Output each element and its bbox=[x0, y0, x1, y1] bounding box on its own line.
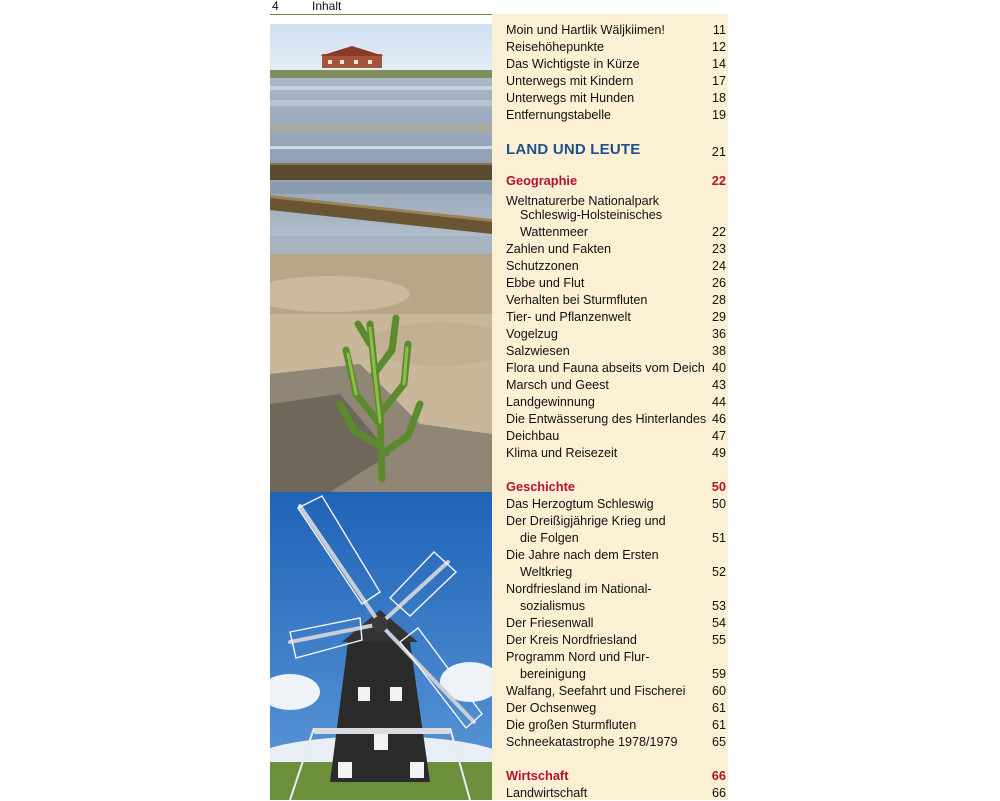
photo-column bbox=[270, 24, 492, 800]
toc-entry-title: Wirtschaft bbox=[506, 768, 569, 783]
toc-entry-title: sozialismus bbox=[520, 599, 586, 613]
toc-entry-title: Vogelzug bbox=[506, 327, 558, 341]
toc-entry-title: Schneekatastrophe 1978/1979 bbox=[506, 735, 678, 749]
toc-entry-page: 38 bbox=[711, 344, 726, 358]
toc-entry-page: 21 bbox=[711, 144, 726, 159]
toc-entry-page: 53 bbox=[711, 599, 726, 613]
toc-entry-title: Die Entwässerung des Hinterlandes bbox=[506, 412, 707, 426]
toc-entry-title: Wattenmeer bbox=[520, 225, 589, 239]
toc-entry-title: Landgewinnung bbox=[506, 395, 595, 409]
toc-entry-page: 61 bbox=[711, 701, 726, 715]
toc-entry-page: 12 bbox=[711, 40, 726, 54]
toc-entry-title: Unterwegs mit Kindern bbox=[506, 74, 634, 88]
toc-entry-page: 61 bbox=[711, 718, 726, 732]
toc-entry-page: 66 bbox=[711, 768, 726, 783]
toc-entry-title: Salzwiesen bbox=[506, 344, 570, 358]
toc-entry-page: 11 bbox=[712, 23, 726, 37]
toc-entry-page: 17 bbox=[711, 74, 726, 88]
toc-entry-page: 23 bbox=[711, 242, 726, 256]
book-page bbox=[270, 0, 728, 800]
toc-entry-page: 43 bbox=[711, 378, 726, 392]
toc-entry-title: Moin und Hartlik Wäljkiimen! bbox=[506, 23, 665, 37]
toc-entry-page: 66 bbox=[711, 786, 726, 800]
toc-entry-page: 24 bbox=[711, 259, 726, 273]
toc-entry-title: Schleswig-Holsteinisches bbox=[520, 208, 663, 222]
toc-entry-page: 28 bbox=[711, 293, 726, 307]
toc-entry-title: Zahlen und Fakten bbox=[506, 242, 612, 256]
toc-entry-page: 46 bbox=[711, 412, 726, 426]
toc-entry-title: Das Wichtigste in Kürze bbox=[506, 57, 640, 71]
toc-entry-title: die Folgen bbox=[520, 531, 579, 545]
toc-entry-title: Flora und Fauna abseits vom Deich bbox=[506, 361, 705, 375]
toc-entry-title: Marsch und Geest bbox=[506, 378, 609, 392]
chapter-heading bbox=[506, 142, 726, 162]
wadden-sea-hallig-photo bbox=[270, 24, 492, 254]
toc-entry-page: 22 bbox=[711, 173, 726, 188]
toc-entry-title: Deichbau bbox=[506, 429, 560, 443]
toc-entry-page: 49 bbox=[711, 446, 726, 460]
toc-entry-page: 50 bbox=[711, 479, 726, 494]
toc-entry-page: 52 bbox=[711, 565, 726, 579]
toc-entry-page: 47 bbox=[711, 429, 726, 443]
toc-entry-title: Der Friesenwall bbox=[506, 616, 594, 630]
toc-entry-page: 40 bbox=[711, 361, 726, 375]
toc-entry-title: Der Ochsenweg bbox=[506, 701, 597, 715]
toc-entry-title: Geographie bbox=[506, 173, 578, 188]
toc-entry-title: Nordfriesland im National- bbox=[506, 582, 652, 596]
toc-entry-page: 19 bbox=[711, 108, 726, 122]
toc-entry-title: LAND UND LEUTE bbox=[506, 141, 641, 158]
toc-entry-title: Walfang, Seefahrt und Fischerei bbox=[506, 684, 686, 698]
toc-entry-page: 14 bbox=[711, 57, 726, 71]
toc-entry-title: Klima und Reisezeit bbox=[506, 446, 618, 460]
toc-entry-title: Unterwegs mit Hunden bbox=[506, 91, 635, 105]
toc-entry-page: 18 bbox=[711, 91, 726, 105]
running-header bbox=[270, 0, 728, 15]
windmill-photo bbox=[270, 492, 492, 800]
toc-entry-page: 51 bbox=[711, 531, 726, 545]
toc-entry-page: 60 bbox=[711, 684, 726, 698]
toc-entry-title: Der Kreis Nordfriesland bbox=[506, 633, 637, 647]
toc-entry-title: Tier- und Pflanzenwelt bbox=[506, 310, 631, 324]
toc-entry-title: Entfernungstabelle bbox=[506, 108, 612, 122]
toc-entry-page: 55 bbox=[711, 633, 726, 647]
toc-entry-page: 54 bbox=[711, 616, 726, 630]
toc-entry-title: Das Herzogtum Schleswig bbox=[506, 497, 654, 511]
toc-entry-page: 65 bbox=[711, 735, 726, 749]
toc-entry-title: Programm Nord und Flur- bbox=[506, 650, 650, 664]
page-number: 4 bbox=[272, 0, 279, 13]
toc-entry-title: Weltnaturerbe Nationalpark bbox=[506, 194, 660, 208]
toc-entry-page: 50 bbox=[711, 497, 726, 511]
table-of-contents bbox=[492, 14, 728, 800]
toc-entry-title: Ebbe und Flut bbox=[506, 276, 585, 290]
toc-entry-page: 22 bbox=[711, 225, 726, 239]
toc-entry-title: Landwirtschaft bbox=[506, 786, 588, 800]
toc-entry-page: 36 bbox=[711, 327, 726, 341]
toc-entry-page: 29 bbox=[711, 310, 726, 324]
toc-entry-title: bereinigung bbox=[520, 667, 586, 681]
glasswort-plant-photo bbox=[270, 254, 492, 492]
page-title: Inhalt bbox=[312, 0, 342, 13]
toc-entry-title: Geschichte bbox=[506, 479, 575, 494]
toc-entry-title: Reisehöhepunkte bbox=[506, 40, 605, 54]
toc-entry-title: Weltkrieg bbox=[520, 565, 573, 579]
toc-entry-page: 59 bbox=[711, 667, 726, 681]
toc-entry-title: Verhalten bei Sturmfluten bbox=[506, 293, 648, 307]
toc-entry-page: 44 bbox=[711, 395, 726, 409]
toc-entry-title: Der Dreißigjährige Krieg und bbox=[506, 514, 666, 528]
toc-entry-title: Die großen Sturmfluten bbox=[506, 718, 637, 732]
toc-entry-title: Die Jahre nach dem Ersten bbox=[506, 548, 659, 562]
toc-entry-page: 26 bbox=[711, 276, 726, 290]
toc-entry-title: Schutzzonen bbox=[506, 259, 579, 273]
